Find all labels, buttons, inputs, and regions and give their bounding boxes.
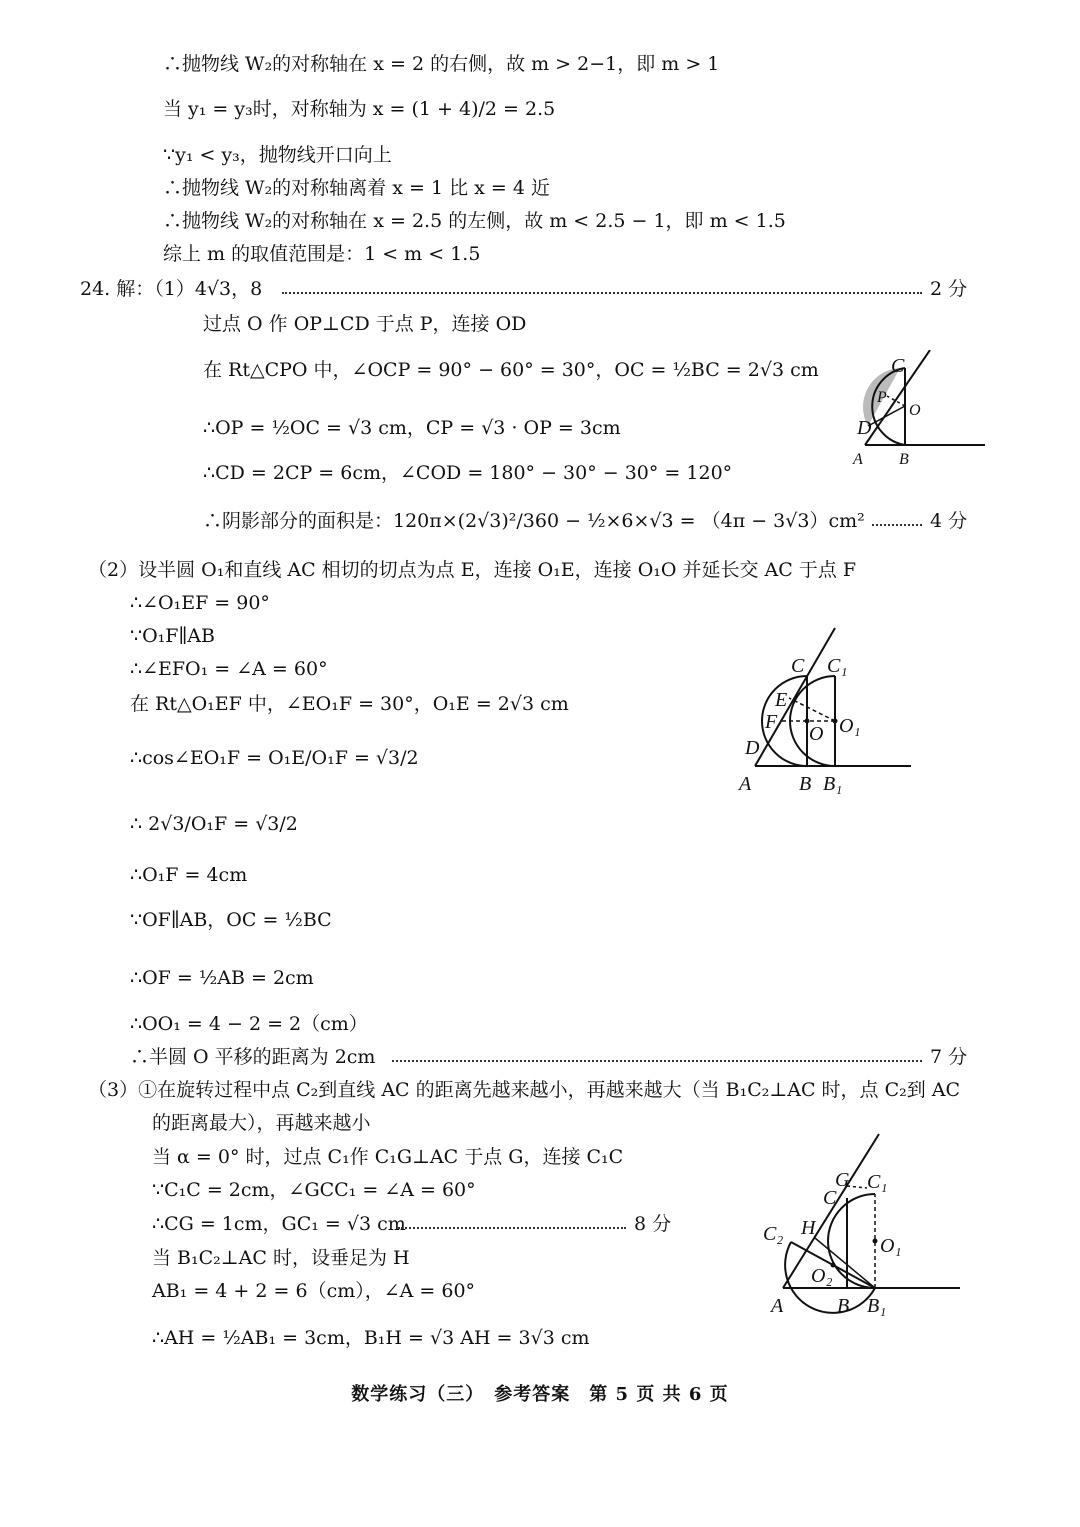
line-18: ∴cos∠EO₁F = O₁E/O₁F = √3/2	[130, 747, 419, 769]
label-o: O	[809, 723, 824, 745]
line-10: ∴OP = ½OC = √3 cm，CP = √3 · OP = 3cm	[203, 417, 621, 439]
label-o1: O₁	[880, 1235, 902, 1257]
figure-1	[845, 350, 995, 470]
line-5: ∴抛物线 W₂的对称轴在 x = 2.5 的左侧，故 m < 2.5 − 1，即 m < 1.5	[163, 210, 786, 232]
line-21: ∵OF∥AB，OC = ½BC	[130, 909, 332, 931]
line-2: 当 y₁ = y₃时，对称轴为 x = (1 + 4)/2 = 2.5	[163, 98, 556, 120]
line-1: ∴抛物线 W₂的对称轴在 x = 2 的右侧，故 m > 2−1，即 m > 1	[163, 53, 720, 75]
label-c1: C₁	[867, 1171, 888, 1193]
line-27: 当 α = 0° 时，过点 C₁作 C₁G⊥AC 于点 G，连接 C₁C	[152, 1146, 624, 1168]
point-o1	[833, 719, 838, 724]
line-11: ∴CD = 2CP = 6cm，∠COD = 180° − 30° − 30° = 120°	[203, 462, 733, 484]
label-h: H	[801, 1217, 816, 1239]
label-c1: C₁	[827, 655, 848, 677]
label-c: C	[891, 355, 905, 377]
line-29: ∴CG = 1cm，GC₁ = √3 cm	[152, 1213, 406, 1235]
line-20: ∴O₁F = 4cm	[130, 864, 248, 886]
figure-2	[725, 620, 925, 800]
line-19: ∴ 2√3/O₁F = √3/2	[130, 813, 298, 835]
line-9: 在 Rt△CPO 中，∠OCP = 90° − 60° = 30°，OC = ½BC = 2√3 cm	[203, 359, 819, 381]
label-b1: B₁	[867, 1295, 887, 1317]
label-a: A	[771, 1295, 784, 1317]
page-footer: 数学练习（三） 参考答案 第 5 页 共 6 页	[351, 1384, 729, 1405]
label-a: A	[739, 773, 752, 795]
label-b: B	[799, 773, 812, 795]
label-e: E	[775, 689, 788, 711]
line-8: 过点 O 作 OP⊥CD 于点 P，连接 OD	[203, 313, 527, 335]
label-a: A	[853, 451, 863, 468]
line-12: ∴阴影部分的面积是：120π×(2√3)²/360 − ½×6×√3 = （4π − 3√3）cm²	[203, 510, 865, 532]
label-b: B	[837, 1295, 850, 1317]
label-c2: C₂	[763, 1223, 784, 1245]
score-7: 7 分	[930, 1046, 968, 1068]
line-ac	[755, 628, 835, 766]
line-14: ∴∠O₁EF = 90°	[130, 592, 270, 614]
score-2: 2 分	[930, 278, 968, 300]
line-31: AB₁ = 4 + 2 = 6（cm），∠A = 60°	[152, 1280, 476, 1302]
line-30: 当 B₁C₂⊥AC 时，设垂足为 H	[152, 1247, 410, 1269]
line-17: 在 Rt△O₁EF 中，∠EO₁F = 30°，O₁E = 2√3 cm	[130, 693, 569, 715]
line-28: ∵C₁C = 2cm，∠GCC₁ = ∠A = 60°	[152, 1179, 476, 1201]
label-d: D	[745, 737, 760, 759]
line-3: ∵y₁ < y₃，抛物线开口向上	[163, 144, 392, 166]
label-g: G	[835, 1169, 850, 1191]
line-13: （2）设半圆 O₁和直线 AC 相切的切点为点 E，连接 O₁E，连接 O₁O 并延长交 AC 于点 F	[88, 559, 857, 581]
line-o1e	[789, 698, 835, 721]
line-22: ∴OF = ½AB = 2cm	[130, 967, 314, 989]
line-gc1	[847, 1186, 867, 1188]
line-32: ∴AH = ½AB₁ = 3cm，B₁H = √3 AH = 3√3 cm	[152, 1327, 590, 1349]
line-26: 的距离最大），再越来越小	[152, 1112, 371, 1134]
line-15: ∵O₁F∥AB	[130, 625, 215, 647]
label-c: C	[823, 1187, 837, 1209]
line-16: ∴∠EFO₁ = ∠A = 60°	[130, 658, 328, 680]
label-b: B	[899, 451, 909, 468]
label-d: D	[857, 417, 872, 439]
label-o2: O₂	[811, 1265, 833, 1287]
dotted-leader	[872, 524, 922, 526]
line-7: 24. 解：（1）4√3，8	[80, 278, 263, 300]
label-p: P	[877, 389, 887, 406]
figure-3	[755, 1130, 970, 1320]
dotted-leader	[282, 292, 922, 294]
line-23: ∴OO₁ = 4 − 2 = 2（cm）	[130, 1013, 368, 1035]
label-b1: B₁	[823, 773, 843, 795]
score-4: 4 分	[930, 510, 968, 532]
label-o: O	[909, 402, 921, 419]
line-4: ∴抛物线 W₂的对称轴离着 x = 1 比 x = 4 近	[163, 177, 550, 199]
line-6: 综上 m 的取值范围是：1 < m < 1.5	[163, 243, 481, 265]
label-c: C	[791, 655, 805, 677]
dotted-leader	[398, 1227, 626, 1229]
point-o1	[873, 1239, 878, 1244]
label-f: F	[765, 711, 778, 733]
line-25: （3）①在旋转过程中点 C₂到直线 AC 的距离先越来越小，再越来越大（当 B₁C₂⊥AC 时，点 C₂到 AC	[88, 1079, 961, 1101]
dotted-leader	[392, 1060, 922, 1062]
line-24: ∴半圆 O 平移的距离为 2cm	[130, 1046, 376, 1068]
score-8: 8 分	[634, 1213, 672, 1235]
label-o1: O₁	[839, 715, 861, 737]
